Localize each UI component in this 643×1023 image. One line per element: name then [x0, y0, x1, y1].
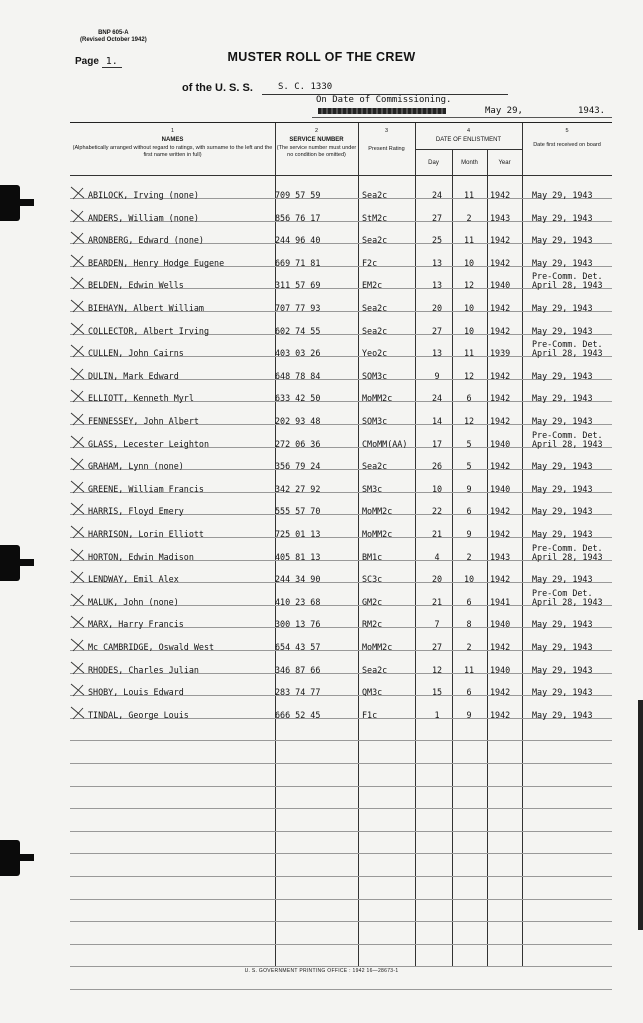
binder-punch-hole-top [0, 185, 20, 221]
table-row [70, 367, 612, 387]
rating: Sea2c [362, 235, 388, 246]
service-number: 356 79 24 [275, 461, 321, 472]
rating: F2c [362, 257, 378, 268]
enlist-month: 2 [466, 642, 472, 652]
check-mark-icon [70, 209, 86, 223]
rating: EM2c [362, 280, 383, 291]
row-rule [70, 763, 612, 764]
enlist-year: 1940 [490, 438, 511, 449]
service-number: 648 78 84 [275, 370, 321, 381]
enlist-day: 17 [431, 438, 443, 449]
received-date: May 29, 1943 [532, 190, 593, 200]
crew-name: GREENE, William Francis [88, 483, 204, 494]
table-row [70, 525, 612, 545]
rating: Sea2c [362, 303, 388, 313]
service-number: 311 57 69 [275, 280, 321, 291]
enlist-month: 11 [463, 664, 475, 675]
enlist-year: 1943 [490, 551, 511, 562]
received-date: May 29, 1943 [532, 709, 593, 720]
enlist-month: 12 [463, 280, 475, 291]
enlist-month: 11 [463, 235, 475, 246]
table-row [70, 429, 612, 455]
table-row [70, 706, 612, 726]
crew-name: ABILOCK, Irving (none) [88, 190, 199, 200]
service-number: 410 23 68 [275, 596, 321, 607]
ship-prefix: of the U. S. S. [182, 82, 253, 94]
table-row [70, 570, 612, 590]
enlist-year: 1942 [490, 416, 511, 426]
header-service-number: 2 SERVICE NUMBER (The service number must under no condition be omitted) [276, 128, 357, 158]
rating: SM3c [362, 483, 383, 494]
enlist-day: 10 [431, 483, 443, 494]
check-mark-icon [70, 525, 86, 539]
rating: Sea2c [362, 325, 388, 336]
enlist-day: 20 [431, 303, 443, 313]
row-rule [70, 740, 612, 741]
crew-name: Mc CAMBRIDGE, Oswald West [88, 642, 215, 652]
rating: BM1c [362, 551, 383, 562]
check-mark-icon [70, 344, 86, 358]
received-date: May 29, 1943 [532, 483, 593, 494]
enlist-year: 1942 [490, 393, 511, 404]
service-number: 555 57 70 [275, 506, 321, 517]
table-row [70, 299, 612, 319]
crew-name: ARONBERG, Edward (none) [88, 235, 204, 246]
enlist-year: 1941 [490, 596, 511, 607]
enlist-year: 1942 [490, 687, 511, 698]
enlist-year: 1942 [490, 709, 511, 720]
page-label: Page [75, 56, 99, 67]
rating: SOM3c [362, 416, 388, 426]
table-row [70, 412, 612, 432]
header-rating: 3 Present Rating [368, 128, 405, 152]
binder-punch-hole-middle [0, 545, 20, 581]
received-date: May 29, 1943 [532, 574, 593, 585]
header-date-received: 5 Date first received on board [533, 128, 601, 148]
enlist-year: 1940 [490, 619, 511, 630]
received-date: May 29, 1943 [532, 687, 593, 698]
enlist-day: 13 [431, 348, 443, 359]
enlist-day: 20 [431, 574, 443, 585]
enlist-month: 10 [463, 325, 475, 336]
received-date: May 29, 1943 [532, 461, 593, 472]
binder-punch-hole-bottom [0, 840, 20, 876]
crew-name: LENDWAY, Emil Alex [88, 574, 179, 585]
enlist-day: 27 [431, 642, 443, 652]
crew-name: BELDEN, Edwin Wells [88, 280, 184, 291]
enlist-year: 1940 [490, 280, 511, 291]
enlist-day: 15 [431, 687, 443, 698]
table-row [70, 322, 612, 342]
row-rule [70, 786, 612, 787]
check-mark-icon [70, 548, 86, 562]
service-number: 202 93 48 [275, 416, 321, 426]
table-row [70, 638, 612, 658]
enlist-year: 1942 [490, 574, 511, 585]
service-number: 709 57 59 [275, 190, 321, 200]
service-number: 856 76 17 [275, 212, 321, 223]
roll-date: May 29, [485, 106, 523, 116]
crew-name: TINDAL, George Louis [88, 709, 189, 720]
check-mark-icon [70, 480, 86, 494]
enlist-day: 26 [431, 461, 443, 472]
table-row [70, 389, 612, 409]
check-mark-icon [70, 389, 86, 403]
check-mark-icon [70, 615, 86, 629]
service-number: 342 27 92 [275, 483, 321, 494]
header-enlistment: 4 DATE OF ENLISTMENT [435, 128, 502, 143]
scan-edge [638, 700, 643, 930]
enlist-day: 27 [431, 212, 443, 223]
enlist-day: 1 [434, 709, 440, 720]
received-note: Pre-Comm. Det. [532, 542, 603, 553]
crew-name: RHODES, Charles Julian [88, 664, 199, 675]
service-number: 283 74 77 [275, 687, 321, 698]
check-mark-icon [70, 683, 86, 697]
enlist-month: 9 [466, 709, 472, 720]
received-date: May 29, 1943 [532, 416, 593, 426]
roll-year: 1943. [578, 106, 606, 116]
check-mark-icon [70, 299, 86, 313]
service-number: 244 96 40 [275, 235, 321, 246]
received-date: May 29, 1943 [532, 393, 593, 404]
form-identifier [80, 30, 147, 44]
rating: F1c [362, 709, 378, 720]
row-rule [70, 944, 612, 945]
received-note: Pre-Com Det. [532, 587, 593, 598]
table-row [70, 542, 612, 568]
table-row [70, 271, 612, 296]
enlist-year: 1939 [490, 348, 511, 359]
crew-name: ELLIOTT, Kenneth Myrl [88, 393, 194, 404]
rating: MoMM2c [362, 529, 393, 539]
received-date: May 29, 1943 [532, 664, 593, 675]
rating: MoMM2c [362, 393, 393, 404]
enlist-month: 11 [463, 190, 475, 200]
rating: Sea2c [362, 190, 388, 200]
service-number: 300 13 76 [275, 619, 321, 630]
crew-name: GLASS, Lecester Leighton [88, 438, 210, 449]
check-mark-icon [70, 457, 86, 471]
enlist-year: 1942 [490, 506, 511, 517]
table-row [70, 480, 612, 500]
date-underline [312, 117, 612, 118]
service-number: 633 42 50 [275, 393, 321, 404]
table-row [70, 457, 612, 477]
enlist-day: 12 [431, 664, 443, 675]
table-row [70, 209, 612, 229]
enlist-month: 10 [463, 257, 475, 268]
received-date: April 28, 1943 [532, 551, 603, 562]
header-day: Day [428, 160, 439, 166]
enlist-year: 1940 [490, 664, 511, 675]
enlist-year: 1940 [490, 483, 511, 494]
received-date: May 29, 1943 [532, 212, 593, 223]
received-note: Pre-Comm. Det. [532, 429, 603, 440]
service-number: 346 87 66 [275, 664, 321, 675]
row-rule [70, 808, 612, 809]
crew-name: GRAHAM, Lynn (none) [88, 461, 184, 472]
enlist-day: 9 [434, 370, 440, 381]
table-row [70, 587, 612, 613]
struck-out-text [318, 108, 446, 114]
enlist-year: 1942 [490, 370, 511, 381]
rating: StM2c [362, 212, 388, 223]
table-row [70, 339, 612, 364]
crew-name: BIEHAYN, Albert William [88, 303, 204, 313]
check-mark-icon [70, 322, 86, 336]
row-rule [70, 853, 612, 854]
service-number: 272 06 36 [275, 438, 321, 449]
enlist-month: 10 [463, 574, 475, 585]
table-row [70, 186, 612, 206]
enlist-month: 6 [466, 393, 472, 404]
received-date: May 29, 1943 [532, 235, 593, 246]
service-number: 244 34 90 [275, 574, 321, 585]
enlist-day: 27 [431, 325, 443, 336]
table-row [70, 661, 612, 681]
date-label: On Date of Commissioning. [316, 95, 452, 105]
enlist-year: 1942 [490, 461, 511, 472]
check-mark-icon [70, 638, 86, 652]
crew-name: FENNESSEY, John Albert [88, 416, 199, 426]
check-mark-icon [70, 502, 86, 516]
enlist-day: 4 [434, 551, 440, 562]
rating: QM3c [362, 687, 383, 698]
rating: SC3c [362, 574, 383, 585]
crew-name: ANDERS, William (none) [88, 212, 199, 223]
form-revision: (Revised October 1942) [80, 37, 147, 43]
received-date: May 29, 1943 [532, 529, 593, 539]
page-number-value: 1. [102, 56, 122, 68]
service-number: 707 77 93 [275, 303, 321, 313]
service-number: 403 03 26 [275, 348, 321, 359]
check-mark-icon [70, 367, 86, 381]
enlist-year: 1942 [490, 325, 511, 336]
crew-name: BEARDEN, Henry Hodge Eugene [88, 257, 225, 268]
received-date: April 28, 1943 [532, 348, 603, 359]
crew-name: HARRIS, Floyd Emery [88, 506, 184, 517]
received-date: May 29, 1943 [532, 370, 593, 381]
enlist-month: 6 [466, 506, 472, 517]
crew-name: HARRISON, Lorin Elliott [88, 529, 204, 539]
enlist-month: 5 [466, 438, 472, 449]
enlist-day: 14 [431, 416, 443, 426]
enlist-month: 2 [466, 551, 472, 562]
service-number: 725 01 13 [275, 529, 321, 539]
enlist-month: 11 [463, 348, 475, 359]
header-bottom [70, 175, 612, 176]
table-row [70, 615, 612, 635]
page-title: MUSTER ROLL OF THE CREW [227, 50, 416, 64]
printing-office-footer: U. S. GOVERNMENT PRINTING OFFICE : 1942 16—28673-1 [244, 968, 399, 974]
row-rule [70, 989, 612, 990]
enlist-day: 13 [431, 257, 443, 268]
ship-line [182, 82, 333, 94]
enlist-day: 25 [431, 235, 443, 246]
rating: CMoMM(AA) [362, 438, 408, 449]
crew-name: SHOBY, Louis Edward [88, 687, 184, 698]
table-row [70, 231, 612, 251]
enlist-day: 22 [431, 506, 443, 517]
rating: Yeo2c [362, 348, 388, 359]
ship-name: S. C. 1330 [278, 82, 333, 92]
check-mark-icon [70, 412, 86, 426]
received-date: May 29, 1943 [532, 257, 593, 268]
enlist-year: 1942 [490, 529, 511, 539]
rating: GM2c [362, 596, 383, 607]
form-number: BNP 605-A [98, 30, 129, 36]
enlist-month: 12 [463, 370, 475, 381]
header-month: Month [461, 160, 478, 166]
enlist-day: 21 [431, 596, 443, 607]
received-date: May 29, 1943 [532, 325, 593, 336]
check-mark-icon [70, 570, 86, 584]
service-number: 666 52 45 [275, 709, 321, 720]
enlist-month: 6 [466, 687, 472, 698]
enlist-month: 8 [466, 619, 472, 630]
check-mark-icon [70, 254, 86, 268]
enlist-year: 1942 [490, 235, 511, 246]
crew-name: MARX, Harry Francis [88, 619, 184, 630]
enlist-month: 9 [466, 529, 472, 539]
check-mark-icon [70, 435, 86, 449]
rating: SOM3c [362, 370, 388, 381]
crew-name: CULLEN, John Cairns [88, 348, 184, 359]
crew-name: COLLECTOR, Albert Irving [88, 325, 210, 336]
check-mark-icon [70, 186, 86, 200]
check-mark-icon [70, 706, 86, 720]
enlist-month: 2 [466, 212, 472, 223]
table-row [70, 254, 612, 274]
enlist-day: 24 [431, 190, 443, 200]
received-date: April 28, 1943 [532, 596, 603, 607]
rating: Sea2c [362, 461, 388, 472]
received-date: April 28, 1943 [532, 280, 603, 291]
crew-name: DULIN, Mark Edward [88, 370, 179, 381]
enlist-year: 1942 [490, 303, 511, 313]
enlist-month: 12 [463, 416, 475, 426]
rating: MoMM2c [362, 506, 393, 517]
enlist-month: 6 [466, 596, 472, 607]
received-note: Pre-Comm. Det. [532, 339, 603, 350]
enlist-year: 1942 [490, 190, 511, 200]
rating: RM2c [362, 619, 383, 630]
received-date: April 28, 1943 [532, 438, 603, 449]
row-rule [70, 831, 612, 832]
check-mark-icon [70, 661, 86, 675]
crew-name: MALUK, John (none) [88, 596, 179, 607]
enlist-year: 1943 [490, 212, 511, 223]
enlist-year: 1942 [490, 257, 511, 268]
enlist-month: 9 [466, 483, 472, 494]
received-note: Pre-Comm. Det. [532, 271, 603, 282]
service-number: 405 81 13 [275, 551, 321, 562]
rating: Sea2c [362, 664, 388, 675]
enlist-month: 10 [463, 303, 475, 313]
check-mark-icon [70, 231, 86, 245]
header-names: 1 NAMES (Alphabetically arranged without regard to ratings, with surname to the left and the first name written in full) [72, 128, 273, 158]
received-date: May 29, 1943 [532, 303, 593, 313]
row-rule [70, 899, 612, 900]
received-date: May 29, 1943 [532, 619, 593, 630]
rating: MoMM2c [362, 642, 393, 652]
check-mark-icon [70, 593, 86, 607]
check-mark-icon [70, 276, 86, 290]
received-date: May 29, 1943 [532, 506, 593, 517]
enlist-year: 1942 [490, 642, 511, 652]
enlist-day: 21 [431, 529, 443, 539]
service-number: 602 74 55 [275, 325, 321, 336]
row-rule [70, 921, 612, 922]
crew-name: HORTON, Edwin Madison [88, 551, 194, 562]
header-divider [415, 149, 522, 150]
header-year: Year [498, 160, 511, 166]
enlist-day: 7 [434, 619, 440, 630]
table-row [70, 683, 612, 703]
received-date: May 29, 1943 [532, 642, 593, 652]
row-rule [70, 876, 612, 877]
enlist-day: 24 [431, 393, 443, 404]
enlist-month: 5 [466, 461, 472, 472]
muster-table [70, 122, 612, 967]
service-number: 654 43 57 [275, 642, 321, 652]
table-row [70, 502, 612, 522]
enlist-day: 13 [431, 280, 443, 291]
service-number: 669 71 81 [275, 257, 321, 268]
